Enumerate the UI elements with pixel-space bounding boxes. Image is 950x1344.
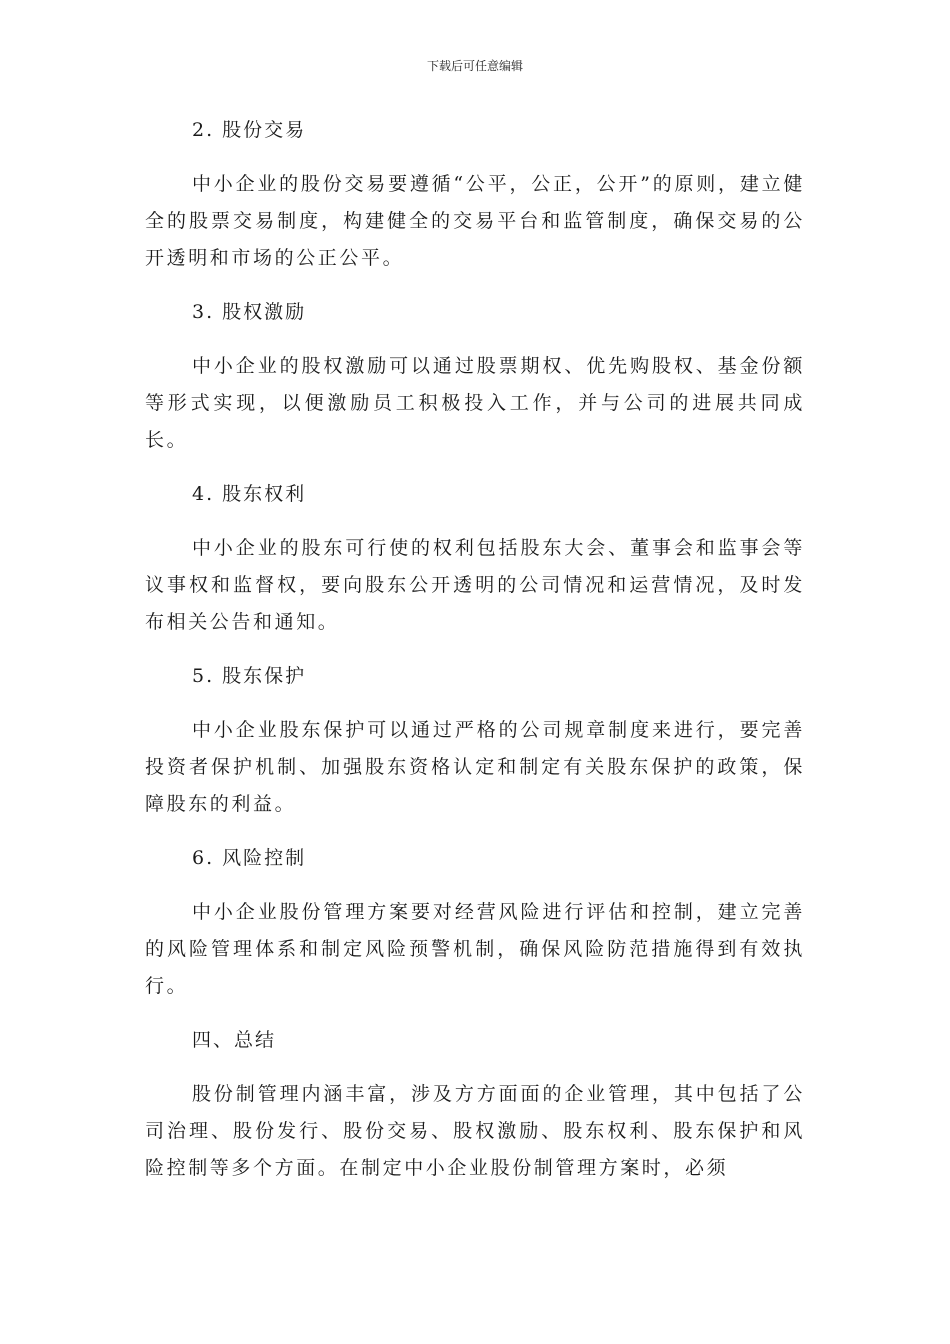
section-paragraph: 中小企业的股东可行使的权利包括股东大会、董事会和监事会等议事权和监督权，要向股东公开透明的公司情况和运营情况，及时发布相关公告和通知。 (145, 537, 805, 633)
section-shareholder-rights (145, 476, 805, 641)
section-heading: 3. 股权激励 (192, 301, 307, 323)
section-paragraph: 中小企业股东保护可以通过严格的公司规章制度来进行，要完善投资者保护机制、加强股东资格认定和制定有关股东保护的政策，保障股东的利益。 (145, 719, 805, 815)
section-paragraph: 中小企业的股份交易要遵循“公平，公正，公开”的原则，建立健全的股票交易制度，构建健全的交易平台和监管制度，确保交易的公开透明和市场的公正公平。 (145, 173, 805, 269)
section-paragraph: 股份制管理内涵丰富，涉及方方面面的企业管理，其中包括了公司治理、股份发行、股份交易、股权激励、股东权利、股东保护和风险控制等多个方面。在制定中小企业股份制管理方案时，必须 (145, 1083, 805, 1179)
document-body (145, 112, 805, 1204)
section-share-trading (145, 112, 805, 277)
section-summary (145, 1022, 805, 1187)
section-equity-incentive (145, 294, 805, 459)
section-heading: 2. 股份交易 (192, 119, 307, 141)
section-risk-control (145, 840, 805, 1005)
section-paragraph: 中小企业的股权激励可以通过股票期权、优先购股权、基金份额等形式实现，以便激励员工积极投入工作，并与公司的进展共同成长。 (145, 355, 805, 451)
section-heading: 5. 股东保护 (192, 665, 307, 687)
section-paragraph: 中小企业股份管理方案要对经营风险进行评估和控制，建立完善的风险管理体系和制定风险预警机制，确保风险防范措施得到有效执行。 (145, 901, 805, 997)
page-header: 下载后可任意编辑 (426, 59, 523, 73)
section-shareholder-protection (145, 658, 805, 823)
section-heading: 6. 风险控制 (192, 847, 307, 869)
section-heading: 4. 股东权利 (192, 483, 307, 505)
section-heading: 四、总结 (192, 1029, 277, 1051)
